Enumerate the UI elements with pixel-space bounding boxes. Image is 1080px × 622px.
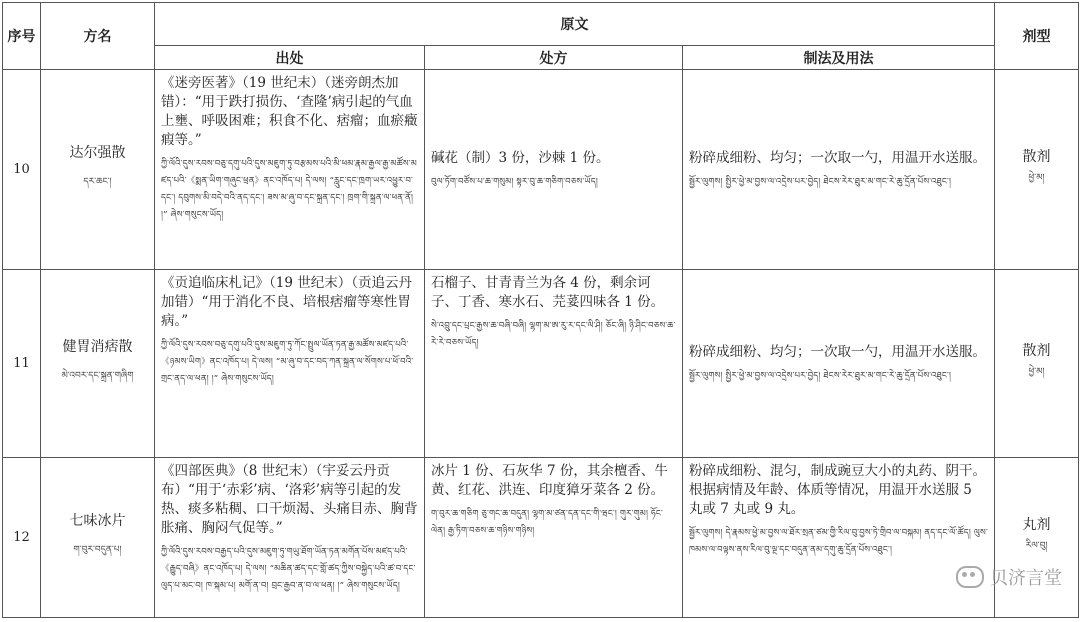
- header-source: 出处: [155, 46, 425, 70]
- source-cell: [155, 458, 425, 618]
- prescription-tibetan: བུལ་ཏོག་བཙོས་པ་ཆ་གསུམ། སྟར་བུ་ཆ་གཅིག་བཅས་ཡོད།: [431, 176, 598, 187]
- header-original: 原文: [155, 3, 995, 46]
- formula-table: [2, 2, 1079, 618]
- header-method: 制法及用法: [683, 46, 995, 70]
- type-cell: [995, 458, 1079, 618]
- table-row: [3, 270, 1079, 458]
- source-cell: [155, 70, 425, 270]
- type-zh: 丸剂: [1022, 517, 1051, 533]
- method-tibetan: སྦྱོར་ལུགས། དེ་རྣམས་ཕྱེ་མ་བྱས་ལ་ཐོར་སྲན་ཙམ་གྱི་རིལ་བུ་བྱས་ཏེ་གྲིབ་ལ་བསྐམ། ནད་དང་ལོ་ཚོད། ལུས་ཁམས་ལ་བལྟས་ནས་རིལ་བུ་ལྔ་དང་བདུན་ནམ་དགུ་ཆུ་དྲོན་པོས་འཐུང་།: [689, 528, 988, 555]
- type-cell: [995, 70, 1079, 270]
- type-zh: 散剂: [1022, 149, 1051, 165]
- table-row: [3, 70, 1079, 270]
- name-tibetan: དར་ཆང་།: [83, 177, 112, 187]
- source-zh: 《迷旁医著》（19 世纪末）（迷旁朗杰加错）：“用于跌打损伤、‘查隆’病引起的气血上壅、呼吸困难；积食不化、痞瘤；血瘀癥瘕等。”: [161, 75, 418, 148]
- prescription-tibetan: སེ་འབྲུ་དང་པྲང་རྒྱས་ཆ་བཞི་བཞི། ལྷག་མ་ཨ་རུ་ར་དང་ལི་ཤི། ཅོང་ཞི། ཉི་ཤིང་བཅས་ཆ་རེ་རེ་བཅས་ཡོད།: [431, 321, 676, 348]
- prescription-tibetan: ག་བུར་ཆ་གཅིག ཅུ་གང་ཆ་བདུན། ལྷག་མ་ཙན་དན་དང་གི་ཝང་། གུར་གུམ། ཧོང་ལེན། རྒྱ་ཏིག་བཅས་ཆ་གཉིས་གཉིས།: [431, 509, 663, 536]
- row-name: [41, 270, 155, 458]
- source-cell: [155, 270, 425, 458]
- source-tibetan: ཀྱི་ལོའི་དུས་རབས་བཅུ་དགུ་པའི་དུས་མཇུག་ཏུ་བརྩམས་པའི་མི་ཕམ་རྣམ་རྒྱལ་རྒྱ་མཚོས་མཛད་པའི་《སྨན་ཡིག་གཞུང་ཕྲན》ནང་འཁོད་པ། དེ་ལས། “རླུང་དང་ཁྲག་ཡར་འཕྱུར་བ་དང་། དབུགས་མི་བདེ་བའི་ནད་དང་། ཟས་མ་ཞུ་བ་དང་སྐྲན་དང་། ཁྲག་གི་སྐྲན་ལ་ཕན་ནོ། །” ཞེས་གསུངས་ཡོད།: [161, 159, 417, 220]
- method-tibetan: སྦྱོར་ལུགས། སྤྱིར་ཕྱེ་མ་བྱས་ལ་འདྲེས་པར་བྱེད། ཐེངས་རེར་ཐུར་མ་གང་རེ་ཆུ་དྲོན་པོས་འཐུང་།: [689, 176, 952, 187]
- prescription-cell: [425, 458, 683, 618]
- prescription-cell: [425, 270, 683, 458]
- row-num: 12: [3, 458, 41, 618]
- watermark: [956, 564, 1062, 590]
- prescription-zh: 冰片 1 份、石灰华 7 份，其余檀香、牛黄、红花、洪连、印度獐牙菜各 2 份。: [431, 463, 668, 498]
- source-tibetan: ཀྱི་ལོའི་དུས་རབས་བཅུ་དགུ་པའི་དུས་མཇུག་ཏུ་ཀོང་སྤྲུལ་ཡོན་ཏན་རྒྱ་མཚོས་མཛད་པའི་《ཉམས་ཡིག》ནང་འཁོད་པ། དེ་ལས། “མ་ཞུ་བ་དང་བད་ཀན་སྐྲན་ལ་སོགས་པ་ཕོ་བའི་གྲང་ནད་ལ་ཕན། །” ཞེས་གསུངས་ཡོད།: [161, 340, 414, 384]
- prescription-zh: 碱花（制）3 份，沙棘 1 份。: [431, 149, 610, 166]
- source-tibetan: ཀྱི་ལོའི་དུས་རབས་བརྒྱད་པའི་དུས་མཇུག་ཏུ་གཡུ་ཐོག་ཡོན་ཏན་མགོན་པོས་མཛད་པའི་《རྒྱུད་བཞི》ནང་འཁོད་པ། དེ་ལས། “མཆིན་ཚད་དང་གློ་ཚད་ཀྱིས་བསྐྱེད་པའི་ཚ་བ་དང་ལུད་པ་མང་བ། ཁ་སྐམ་པ། མགོ་ན་བ། བྲང་རྒྱབ་ན་བ་ལ་ཕན། །” ཞེས་གསུངས་ཡོད།: [161, 547, 416, 591]
- header-name: 方名: [41, 3, 155, 70]
- type-tibetan: ཕྱེ་མ།: [1028, 367, 1045, 377]
- prescription-cell: [425, 70, 683, 270]
- name-tibetan: ག་བུར་བདུན་པ།: [73, 545, 122, 555]
- method-zh: 粉碎成细粉、混匀，制成豌豆大小的丸药、阴干。根据病情及年龄、体质等情况，用温开水送服 5 丸或 7 丸或 9 丸。: [689, 463, 986, 517]
- watermark-text: 贝济言堂: [990, 568, 1062, 589]
- type-cell: [995, 270, 1079, 458]
- type-zh: 散剂: [1022, 343, 1051, 359]
- row-num: 10: [3, 70, 41, 270]
- method-zh: 粉碎成细粉、均匀；一次取一勺，用温开水送服。: [689, 343, 986, 360]
- wechat-icon: [956, 566, 984, 588]
- table-row: [3, 458, 1079, 618]
- row-num: 11: [3, 270, 41, 458]
- row-name: [41, 458, 155, 618]
- name-zh: 健胃消痞散: [62, 339, 133, 355]
- name-tibetan: མེ་འབར་དང་སྐྲན་གཞིག: [61, 371, 134, 381]
- header-type: 剂型: [995, 3, 1079, 70]
- name-zh: 达尔强散: [69, 145, 126, 161]
- method-zh: 粉碎成细粉、均匀；一次取一勺，用温开水送服。: [689, 149, 986, 166]
- method-cell: [683, 270, 995, 458]
- row-name: [41, 70, 155, 270]
- type-tibetan: རིལ་བུ།: [1025, 541, 1048, 551]
- method-cell: [683, 70, 995, 270]
- source-zh: 《四部医典》（8 世纪末）（宇妥云丹贡布）“用于‘赤彩’病、‘洛彩’病等引起的发热、痰多粘稠、口干烦渴、头痛目赤、胸背胀痛、胸闷气促等。”: [161, 463, 418, 536]
- method-cell: [683, 458, 995, 618]
- source-zh: 《贡追临床札记》（19 世纪末）（贡追云丹加错）“用于消化不良、培根痞瘤等寒性胃病。”: [161, 275, 412, 329]
- prescription-zh: 石榴子、甘青青兰为各 4 份，剩余诃子、丁香、寒水石、芫荽四味各 1 份。: [431, 275, 665, 310]
- header-prescription: 处方: [425, 46, 683, 70]
- name-zh: 七味冰片: [69, 513, 126, 529]
- header-num: 序号: [3, 3, 41, 70]
- method-tibetan: སྦྱོར་ལུགས། སྤྱིར་ཕྱེ་མ་བྱས་ལ་འདྲེས་པར་བྱེད། ཐེངས་རེར་ཐུར་མ་གང་རེ་ཆུ་དྲོན་པོས་འཐུང་།: [689, 370, 952, 381]
- type-tibetan: ཕྱེ་མ།: [1028, 173, 1045, 183]
